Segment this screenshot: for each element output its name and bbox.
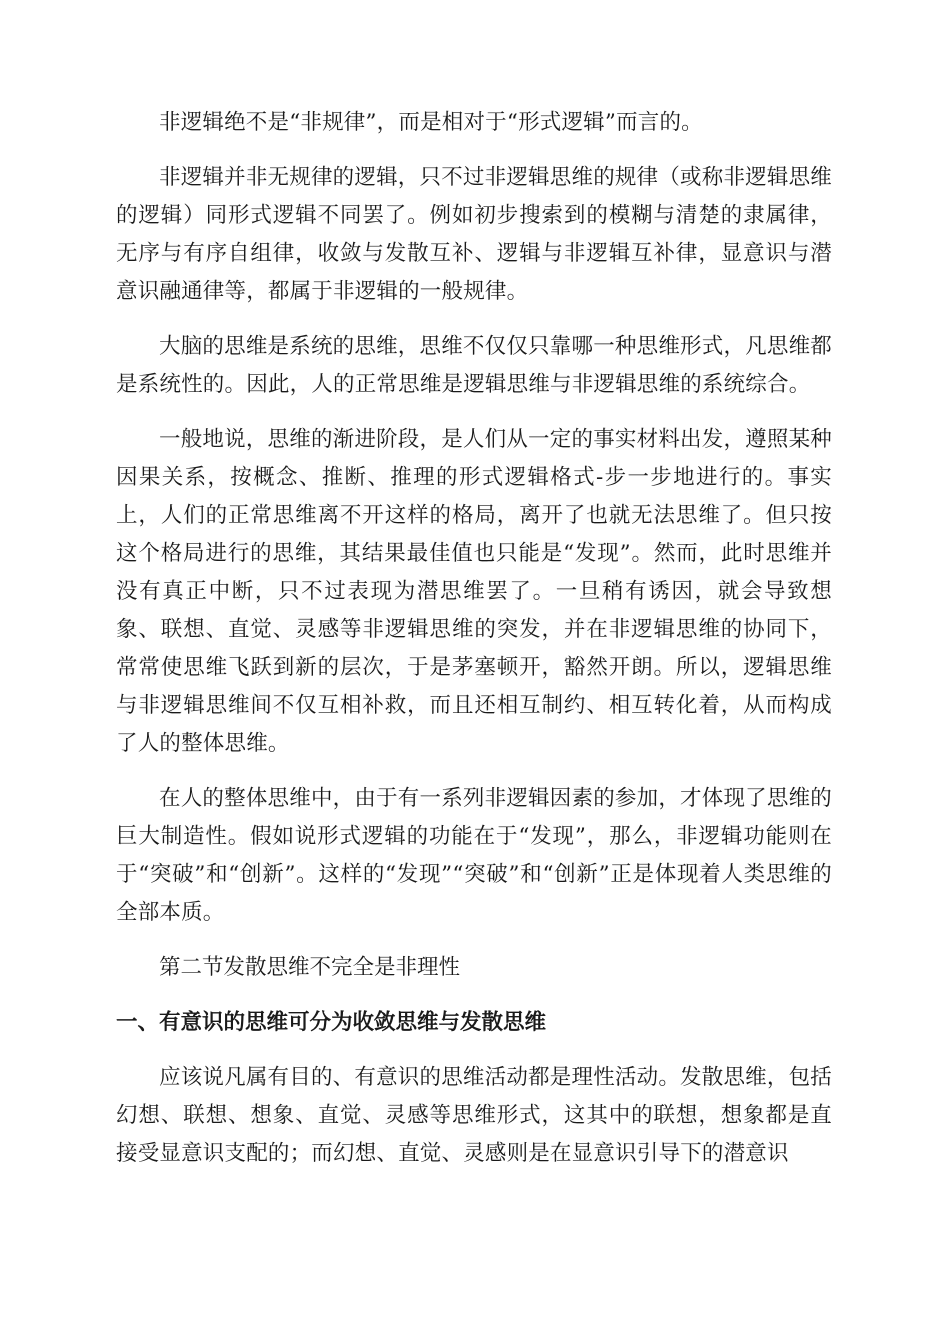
paragraph-5: 在人的整体思维中，由于有一系列非逻辑因素的参加，才体现了思维的巨大制造性。假如说形式逻辑的功能在于“发现”，那么，非逻辑功能则在于“突破”和“创新”。这样的“发现”“突破”和“创新”正是体现着人类思维的全部本质。 bbox=[116, 786, 832, 925]
section-title: 第二节发散思维不完全是非理性 bbox=[159, 955, 461, 980]
paragraph-2: 非逻辑并非无规律的逻辑，只不过非逻辑思维的规律（或称非逻辑思维的逻辑）同形式逻辑不同罢了。例如初步搜索到的模糊与清楚的隶属律，无序与有序自组律，收敛与发散互补、逻辑与非逻辑互补律，显意识与潜意识融通律等，都属于非逻辑的一般规律。 bbox=[116, 165, 832, 304]
document-page bbox=[116, 104, 832, 1190]
paragraph-4: 一般地说，思维的渐进阶段，是人们从一定的事实材料出发，遵照某种因果关系，按概念、推断、推理的形式逻辑格式-步一步地进行的。事实上，人们的正常思维离不开这样的格局，离开了也就无法思维了。但只按这个格局进行的思维，其结果最佳值也只能是“发现”。然而，此时思维并没有真正中断，只不过表现为潜思维罢了。一旦稍有诱因，就会导致想象、联想、直觉、灵感等非逻辑思维的突发，并在非逻辑思维的协同下，常常使思维飞跃到新的层次，于是茅塞顿开，豁然开朗。所以，逻辑思维与非逻辑思维间不仅互相补救，而且还相互制约、相互转化着，从而构成了人的整体思维。 bbox=[116, 427, 832, 756]
paragraph-6: 应该说凡属有目的、有意识的思维活动都是理性活动。发散思维，包括幻想、联想、想象、直觉、灵感等思维形式，这其中的联想，想象都是直接受显意识支配的；而幻想、直觉、灵感则是在显意识引导下的潜意识 bbox=[116, 1065, 832, 1166]
paragraph-3: 大脑的思维是系统的思维，思维不仅仅只靠哪一种思维形式，凡思维都是系统性的。因此，人的正常思维是逻辑思维与非逻辑思维的系统综合。 bbox=[116, 334, 832, 397]
subsection-heading: 一、有意识的思维可分为收敛思维与发散思维 bbox=[116, 1010, 547, 1035]
paragraph-1: 非逻辑绝不是“非规律”，而是相对于“形式逻辑”而言的。 bbox=[159, 110, 703, 135]
